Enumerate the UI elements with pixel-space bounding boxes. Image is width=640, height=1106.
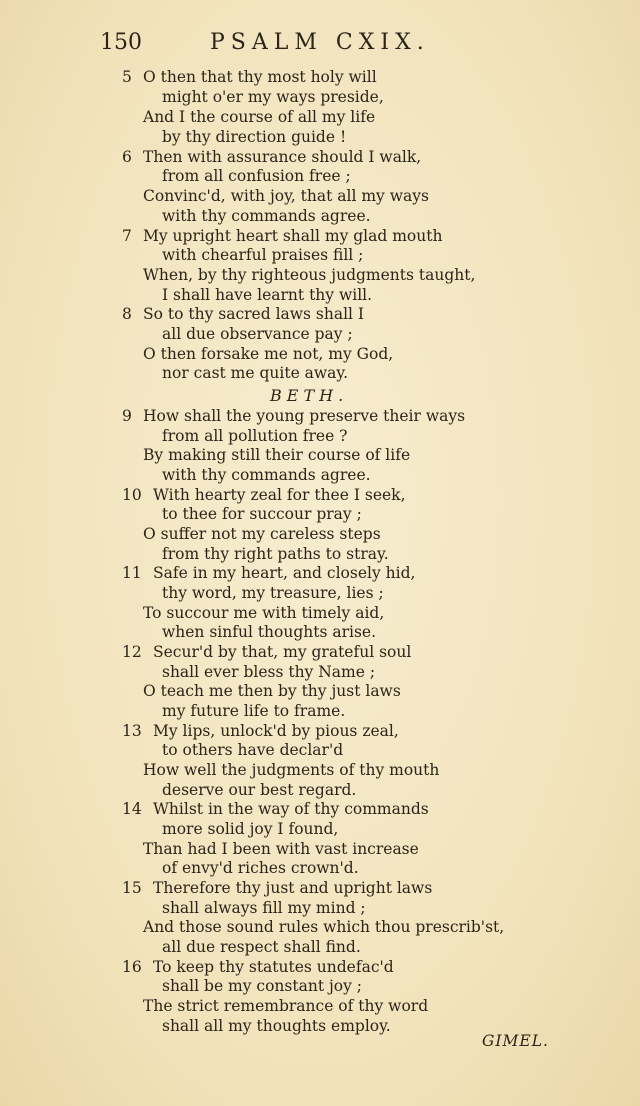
verse-line: my future life to frame. xyxy=(162,702,346,720)
verse-line: My upright heart shall my glad mouth xyxy=(143,227,443,245)
verse-line: from all pollution free ? xyxy=(162,427,348,445)
verse-line: O suffer not my careless steps xyxy=(143,525,381,543)
verse-line: How shall the young preserve their ways xyxy=(143,407,466,425)
verse-number: 11 xyxy=(122,564,142,582)
verse-line: with thy commands agree. xyxy=(162,466,371,484)
verse-line: by thy direction guide ! xyxy=(162,128,347,146)
verse-number: 6 xyxy=(122,148,132,166)
verse-line: Than had I been with vast increase xyxy=(143,840,419,858)
catchword: GIMEL. xyxy=(482,1032,549,1050)
verse-line: all due observance pay ; xyxy=(162,325,353,343)
verse-line: shall ever bless thy Name ; xyxy=(162,663,376,681)
verse-number: 12 xyxy=(122,643,142,661)
verse-line: with chearful praises fill ; xyxy=(162,246,364,264)
verse-line: to thee for succour pray ; xyxy=(162,505,362,523)
verse-number: 8 xyxy=(122,305,132,323)
verse-line: By making still their course of life xyxy=(143,446,411,464)
verse-line: Then with assurance should I walk, xyxy=(143,148,422,166)
running-title: PSALM CXIX. xyxy=(210,30,430,55)
verse-line: To keep thy statutes undefac'd xyxy=(153,958,394,976)
verse-line: When, by thy righteous judgments taught, xyxy=(143,266,476,284)
verse-line: With hearty zeal for thee I seek, xyxy=(153,486,406,504)
verse-line: I shall have learnt thy will. xyxy=(162,286,373,304)
page-number: 150 xyxy=(100,30,142,55)
verse-line: My lips, unlock'd by pious zeal, xyxy=(153,722,399,740)
verse-line: Convinc'd, with joy, that all my ways xyxy=(143,187,429,205)
verse-line: nor cast me quite away. xyxy=(162,364,349,382)
verse-line: shall all my thoughts employ. xyxy=(162,1017,391,1035)
verse-number: 16 xyxy=(122,958,142,976)
verse-line: Secur'd by that, my grateful soul xyxy=(153,643,412,661)
verse-line: How well the judgments of thy mouth xyxy=(143,761,440,779)
verse-line: of envy'd riches crown'd. xyxy=(162,859,359,877)
verse-line: Safe in my heart, and closely hid, xyxy=(153,564,416,582)
verse-line: to others have declar'd xyxy=(162,741,344,759)
verse-line: O then that thy most holy will xyxy=(143,68,377,86)
verse-line: O teach me then by thy just laws xyxy=(143,682,401,700)
verse-line: And I the course of all my life xyxy=(143,108,376,126)
verse-line: O then forsake me not, my God, xyxy=(143,345,394,363)
verse-number: 7 xyxy=(122,227,132,245)
verse-number: 13 xyxy=(122,722,142,740)
verse-line: all due respect shall find. xyxy=(162,938,361,956)
verse-line: Therefore thy just and upright laws xyxy=(153,879,433,897)
verse-line: To succour me with timely aid, xyxy=(143,604,385,622)
verse-number: 9 xyxy=(122,407,132,425)
verse-line: with thy commands agree. xyxy=(162,207,371,225)
verse-line: might o'er my ways preside, xyxy=(162,88,384,106)
verse-line: more solid joy I found, xyxy=(162,820,339,838)
verse-number: 10 xyxy=(122,486,142,504)
page-header xyxy=(0,30,640,60)
verse-line: The strict remembrance of thy word xyxy=(143,997,429,1015)
verse-number: 14 xyxy=(122,800,142,818)
verse-line: shall be my constant joy ; xyxy=(162,977,363,995)
verse-number: 15 xyxy=(122,879,142,897)
verse-line: shall always fill my mind ; xyxy=(162,899,366,917)
verse-line: thy word, my treasure, lies ; xyxy=(162,584,384,602)
verse-line: when sinful thoughts arise. xyxy=(162,623,377,641)
verse-line: from thy right paths to stray. xyxy=(162,545,389,563)
verse-line: deserve our best regard. xyxy=(162,781,357,799)
verse-number: 5 xyxy=(122,68,132,86)
verse-line: from all confusion free ; xyxy=(162,167,351,185)
verse-line: And those sound rules which thou prescrib'st, xyxy=(143,918,505,936)
verse-line: So to thy sacred laws shall I xyxy=(143,305,365,323)
verse-line: Whilst in the way of thy commands xyxy=(153,800,429,818)
section-heading: BETH. xyxy=(270,386,349,405)
